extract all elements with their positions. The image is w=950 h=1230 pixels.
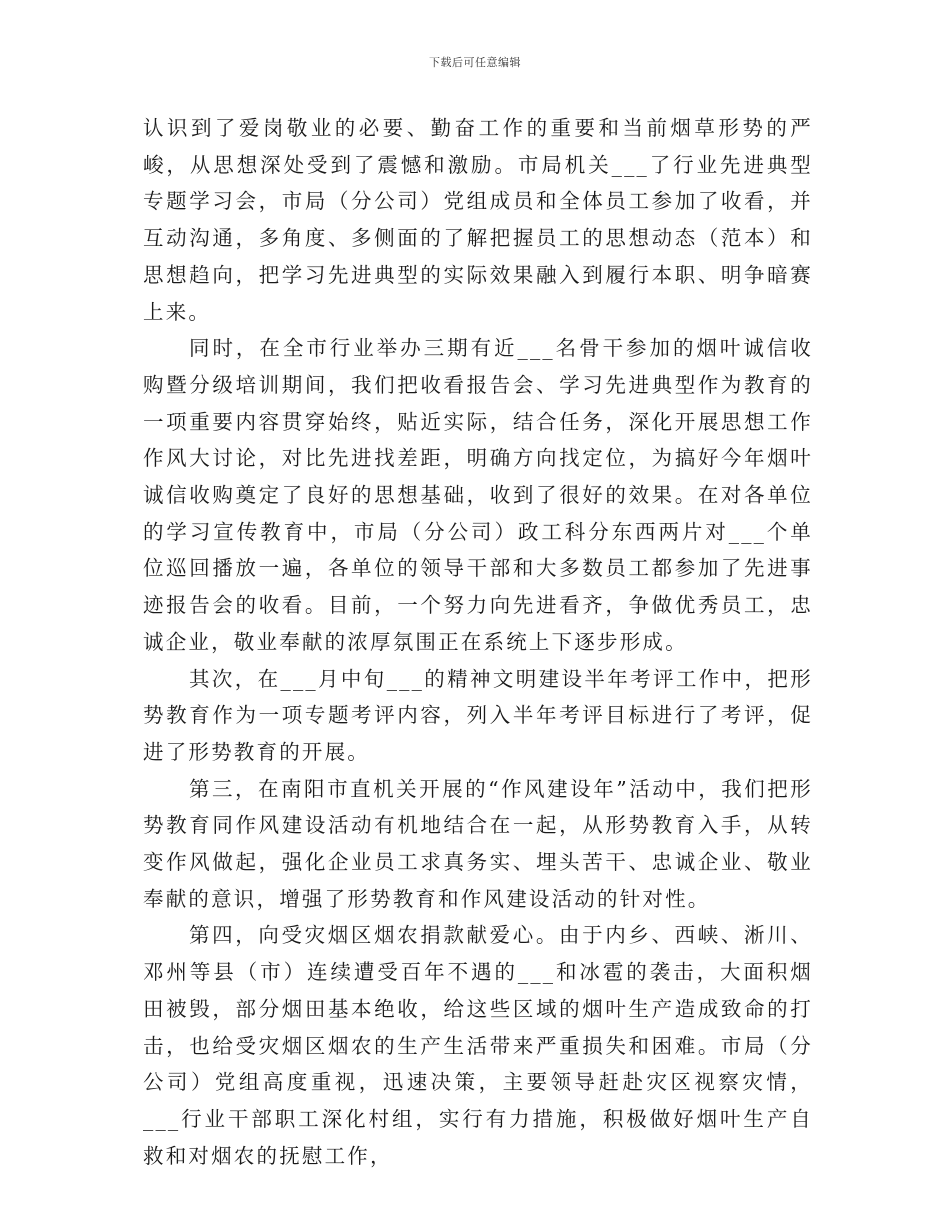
paragraph-3: 其次，在___月中旬___的精神文明建设半年考评工作中，把形势教育作为一项专题考评内容，列入半年考评目标进行了考评，促进了形势教育的开展。: [143, 666, 813, 764]
header-note: 下载后可任意编辑: [429, 56, 521, 69]
paragraph-5: 第四，向受灾烟区烟农捐款献爱心。由于内乡、西峡、淅川、邓州等县（市）连续遭受百年不遇的___和冰雹的袭击，大面积烟田被毁，部分烟田基本绝收，给这些区域的烟叶生产造成致命的打击，也给受灾烟区烟农的生产生活带来严重损失和困难。市局（分公司）党组高度重视，迅速决策，主要领导赶赴灾区视察灾情，___行业干部职工深化村组，实行有力措施，积极做好烟叶生产自救和对烟农的抚慰工作，: [143, 923, 813, 1168]
paragraph-1: 认识到了爱岗敬业的必要、勤奋工作的重要和当前烟草形势的严峻，从思想深处受到了震憾和激励。市局机关___了行业先进典型专题学习会，市局（分公司）党组成员和全体员工参加了收看，并互动沟通，多角度、多侧面的了解把握员工的思想动态（范本）和思想趋向，把学习先进典型的实际效果融入到履行本职、明争暗赛上来。: [143, 116, 813, 324]
paragraph-2: 同时，在全市行业举办三期有近___名骨干参加的烟叶诚信收购暨分级培训期间，我们把收看报告会、学习先进典型作为教育的一项重要内容贯穿始终，贴近实际，结合任务，深化开展思想工作作风大讨论，对比先进找差距，明确方向找定位，为搞好今年烟叶诚信收购奠定了良好的思想基础，收到了很好的效果。在对各单位的学习宣传教育中，市局（分公司）政工科分东西两片对___个单位巡回播放一遍，各单位的领导干部和大多数员工都参加了先进事迹报告会的收看。目前，一个努力向先进看齐，争做优秀员工，忠诚企业，敬业奉献的浓厚氛围正在系统上下逐步形成。: [143, 336, 813, 654]
body-text: [143, 110, 813, 1174]
paragraph-4: 第三，在南阳市直机关开展的“作风建设年”活动中，我们把形势教育同作风建设活动有机地结合在一起，从形势教育入手，从转变作风做起，强化企业员工求真务实、埋头苦干、忠诚企业、敬业奉献的意识，增强了形势教育和作风建设活动的针对性。: [143, 776, 813, 911]
